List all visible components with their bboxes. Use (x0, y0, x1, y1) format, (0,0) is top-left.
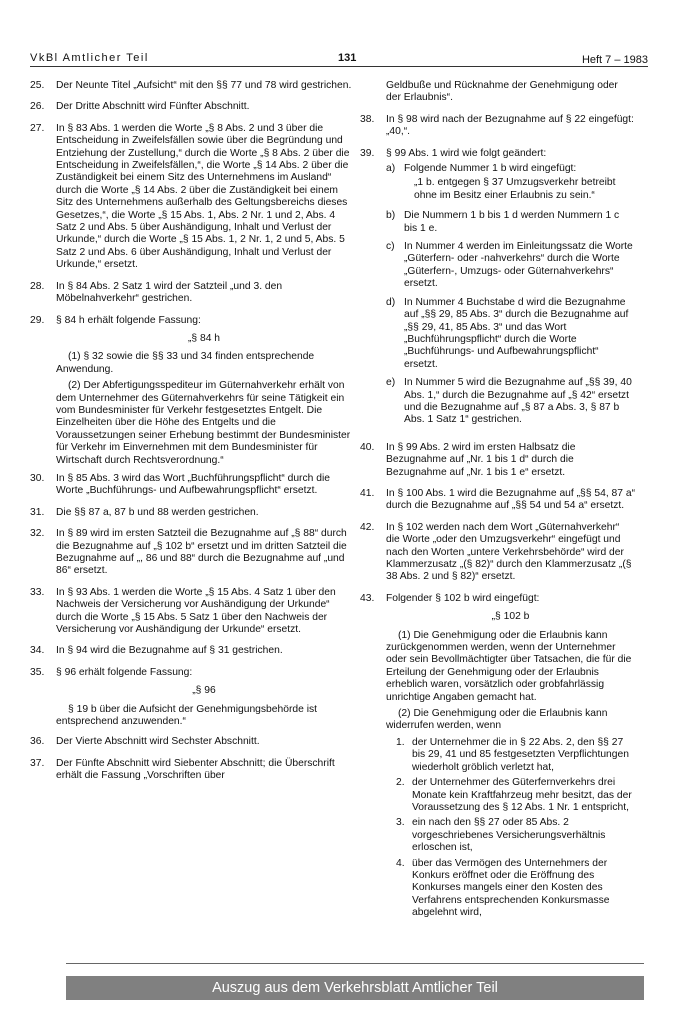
list-number: 3. (396, 817, 405, 829)
continuation-text (360, 80, 635, 105)
item-text: Der Dritte Abschnitt wird Fünfter Abschnitt. (56, 101, 250, 113)
item-text: Der Neunte Titel „Aufsicht“ mit den §§ 77 und 78 wird gestrichen. (56, 80, 352, 91)
page-header (30, 50, 648, 70)
item-39 (360, 148, 635, 433)
list-text: der Unternehmer des Güterfernverkehrs drei Monate kein Kraftfahrzeug mehr besitzt, das der Voraussetzung des § 12 Abs. 1 Nr. 1 entspricht, (412, 777, 632, 813)
journal-name: VkBl Amtlicher Teil (30, 52, 149, 64)
paragraph: (2) Die Genehmigung oder die Erlaubnis kann widerrufen werden, wenn (386, 708, 608, 732)
item-number: 27. (30, 122, 45, 134)
right-column (360, 80, 635, 923)
item-38 (360, 114, 635, 139)
item-number: 29. (30, 314, 45, 326)
item-number: 38. (360, 113, 375, 125)
footer-rule (66, 963, 644, 964)
item-26 (30, 101, 352, 113)
section-102b (386, 611, 635, 919)
section-84h (56, 333, 352, 467)
item-text: In § 100 Abs. 1 wird die Bezugnahme auf „§§ 54, 87 a“ durch die Bezugnahme auf „§§ 54 und 54 a“ ersetzt. (386, 487, 636, 512)
list-item (396, 737, 635, 774)
item-35 (30, 667, 352, 679)
item-42 (360, 522, 635, 584)
item-text: In § 102 werden nach dem Wort „Güternahverkehr“ die Worte „oder den Umzugsverkehr“ eingefügt und nach den Worten „untere Verkehrsbehörde“ wird der Klammerzusatz „(§ 82)“ durch den Klammerzusatz „(§ 38 Abs. 2 und § 82)“ ersetzt. (386, 521, 632, 583)
sub-letter: b) (386, 210, 396, 222)
list-number: 1. (396, 736, 405, 748)
item-32 (30, 528, 352, 578)
item-number: 33. (30, 586, 45, 598)
sub-text: In Nummer 5 wird die Bezugnahme auf „§§ 39, 40 Abs. 1,“ durch die Bezugnahme auf „§ 42“ ersetzt und die Bezugnahme auf „§ 87 a Abs. 3, § 87 b Abs. 1 Satz 1“ gestrichen. (404, 377, 632, 426)
sub-item-b (386, 210, 635, 235)
item-text: Die §§ 87 a, 87 b und 88 werden gestrichen. (56, 506, 259, 518)
sub-item-a (386, 163, 635, 204)
item-number: 32. (30, 528, 45, 540)
left-column (30, 80, 352, 792)
item-number: 30. (30, 472, 45, 484)
sub-item-c (386, 241, 635, 291)
item-number: 31. (30, 506, 45, 518)
item-number: 39. (360, 147, 375, 159)
item-37 (30, 758, 352, 783)
sub-item-d (386, 297, 635, 371)
sub-letter: d) (386, 296, 396, 308)
list-number: 4. (396, 857, 405, 869)
item-28 (30, 281, 352, 306)
item-number: 35. (30, 666, 45, 678)
sub-letter: e) (386, 377, 396, 389)
list-item (396, 817, 635, 854)
paragraph: (1) Die Genehmigung oder die Erlaubnis kann zurückgenommen werden, wenn der Unternehmer oder sein Bevollmächtigter über Tatsachen, die für die Erteilung der Genehmigung oder der Erlaubnis erheblich waren, vorsätzlich oder grobfahrlässig unrichtige Angaben gemacht hat. (386, 629, 632, 703)
item-text: In § 84 Abs. 2 Satz 1 wird der Satzteil „und 3. den Möbelnahverkehr“ gestrichen. (56, 280, 283, 305)
sub-item-e (386, 377, 635, 427)
sub-text: Folgende Nummer 1 b wird eingefügt: (404, 163, 577, 175)
item-25 (30, 80, 352, 92)
item-number: 26. (30, 101, 45, 113)
item-number: 25. (30, 80, 45, 91)
item-text: § 96 erhält folgende Fassung: (56, 666, 193, 678)
item-text: In § 85 Abs. 3 wird das Wort „Buchführungspflicht“ durch die Worte „Buchführungs- und Aufbewahrungspflicht“ ersetzt. (56, 472, 330, 497)
issue-label: Heft 7 – 1983 (581, 54, 648, 66)
item-43 (360, 593, 635, 605)
sub-letter: c) (386, 241, 395, 253)
item-number: 42. (360, 521, 375, 533)
item-text: § 99 Abs. 1 wird wie folgt geändert: (386, 147, 547, 159)
item-number: 34. (30, 645, 45, 657)
item-text: In § 93 Abs. 1 werden die Worte „§ 15 Abs. 4 Satz 1 über den Nachweis der Versicherung vor Aushändigung der Urkunde“ durch die Worte „§ 15 Abs. 5 Satz 1 über den Nachweis der Versicherung vor Aushändigung der Urkunde“ ersetzt. (56, 586, 336, 636)
item-text: Der Vierte Abschnitt wird Sechster Abschnitt. (56, 736, 260, 748)
item-30 (30, 473, 352, 498)
item-number: 37. (30, 757, 45, 769)
item-text: In § 89 wird im ersten Satzteil die Bezugnahme auf „§ 88“ durch die Bezugnahme auf „§ 102 b“ ersetzt und im dritten Satzteil die Bezugnahme auf „, 86 und 88“ durch die Bezugnahme auf „und 86“ ersetzt. (56, 528, 347, 577)
item-text: In § 83 Abs. 1 werden die Worte „§ 8 Abs. 2 und 3 über die Entscheidung in Zweifelsfällen sowie über die Begründung und Entziehung der Zustellung,“ durch die Worte „§ 8 Abs. 2 über die Entscheidung in Zweifelsfällen,“, die Worte „§ 14 Abs. 2 über die Zuständigkeit bei einem Sitz des Unternehmens im Ausland“ durch die Worte „§ 14 Abs. 2 über die Zuständigkeit bei einem Sitz des Unternehmens außerhalb des Geltungsbereichs dieses Gesetzes,“, die Worte „§ 15 Abs. 1, Abs. 2 Nr. 1 und 2, Abs. 4 Satz 2 und Abs. 5 über Aushändigung, Inhalt und Verlust der Urkunde,“ durch die Worte „§ 15 Abs. 1, 2 Nr. 1, 2 und 5, Abs. 5 Satz 2 und Abs. 6 über Aushändigung, Inhalt und Verlust der Urkunde,“ ersetzt. (56, 122, 350, 271)
paragraph: (1) § 32 sowie die §§ 33 und 34 finden entsprechende Anwendung. (56, 351, 315, 375)
item-27 (30, 123, 352, 272)
item-text: In § 99 Abs. 2 wird im ersten Halbsatz die Bezugnahme auf „Nr. 1 bis 1 d“ durch die Bezugnahme auf „Nr. 1 bis 1 e“ ersetzt. (386, 441, 576, 478)
list-item (396, 858, 635, 920)
list-item (396, 777, 635, 814)
item-number: 41. (360, 487, 375, 499)
section-title: „§ 84 h (187, 332, 221, 344)
item-33 (30, 587, 352, 637)
section-96 (56, 685, 352, 728)
section-title: „§ 102 b (491, 611, 530, 623)
item-text: In § 98 wird nach der Bezugnahme auf § 22 eingefügt: „40,“. (386, 113, 634, 138)
item-text: Der Fünfte Abschnitt wird Siebenter Abschnitt; die Überschrift erhält die Fassung „Vorschriften über (56, 757, 335, 782)
list-text: über das Vermögen des Unternehmers der Konkurs eröffnet oder die Eröffnung des Konkurses mangels einer den Kosten des Verfahrens entsprechenden Konkursmasse abgelehnt wird, (412, 857, 610, 919)
item-number: 28. (30, 280, 45, 292)
page-number: 131 (338, 52, 357, 64)
list-number: 2. (396, 777, 405, 789)
item-text: § 84 h erhält folgende Fassung: (56, 314, 201, 326)
item-40 (360, 442, 635, 479)
paragraph: § 19 b über die Aufsicht der Genehmigungsbehörde ist entsprechend anzuwenden.“ (56, 703, 318, 728)
item-text: Folgender § 102 b wird eingefügt: (386, 592, 540, 604)
item-36 (30, 736, 352, 748)
item-text: Geldbuße und Rücknahme der Genehmigung oder der Erlaubnis“. (386, 80, 618, 104)
section-title: „§ 96 (192, 685, 216, 697)
footer-banner: Auszug aus dem Verkehrsblatt Amtlicher Teil (66, 976, 644, 1000)
item-text: In § 94 wird die Bezugnahme auf § 31 gestrichen. (56, 645, 283, 657)
sub-text: Die Nummern 1 b bis 1 d werden Nummern 1 c bis 1 e. (404, 210, 620, 234)
item-31 (30, 507, 352, 519)
quote-text: „1 b. entgegen § 37 Umzugsverkehr betreibt ohne im Besitz einer Erlaubnis zu sein.“ (414, 177, 616, 201)
sub-text: In Nummer 4 Buchstabe d wird die Bezugnahme auf „§§ 29, 85 Abs. 3“ durch die Bezugnahme auf „§§ 29, 41, 85 Abs. 3“ und das Wort „Buchführungspflicht“ durch die Worte „Buchführungs- und Aufbewahrungspflicht“ ersetzt. (404, 296, 629, 370)
item-number: 36. (30, 736, 45, 748)
sub-letter: a) (386, 163, 396, 175)
item-34 (30, 645, 352, 657)
list-text: ein nach den §§ 27 oder 85 Abs. 2 vorgeschriebenes Versicherungsverhältnis erloschen ist, (412, 817, 606, 854)
header-rule (30, 66, 648, 67)
sub-text: In Nummer 4 werden im Einleitungssatz die Worte „Güterfern- oder -nahverkehrs“ durch die Worte „Güterfern-, Umzugs- oder Güternahverkehrs“ ersetzt. (404, 241, 633, 290)
item-number: 43. (360, 592, 375, 604)
list-text: der Unternehmer die in § 22 Abs. 2, den §§ 27 bis 29, 41 und 85 festgesetzten Verpflichtungen wiederholt gröblich verletzt hat, (412, 736, 629, 773)
item-41 (360, 488, 635, 513)
paragraph: (2) Der Abfertigungsspediteur im Güternahverkehr erhält von dem Unternehmer des Güternahverkehrs für seine Tätigkeit ein vom Bundesminister für Verkehr festgesetztes Entgelt. Die Einzelheiten über die Höhe des Entgelts und die Voraussetzungen seiner Erhebung bestimmt der Bundesminister für Verkehr im Einvernehmen mit dem Bundesminister für Wirtschaft durch Rechtsverordnung.“ (56, 380, 351, 466)
item-number: 40. (360, 441, 375, 453)
item-29 (30, 315, 352, 327)
